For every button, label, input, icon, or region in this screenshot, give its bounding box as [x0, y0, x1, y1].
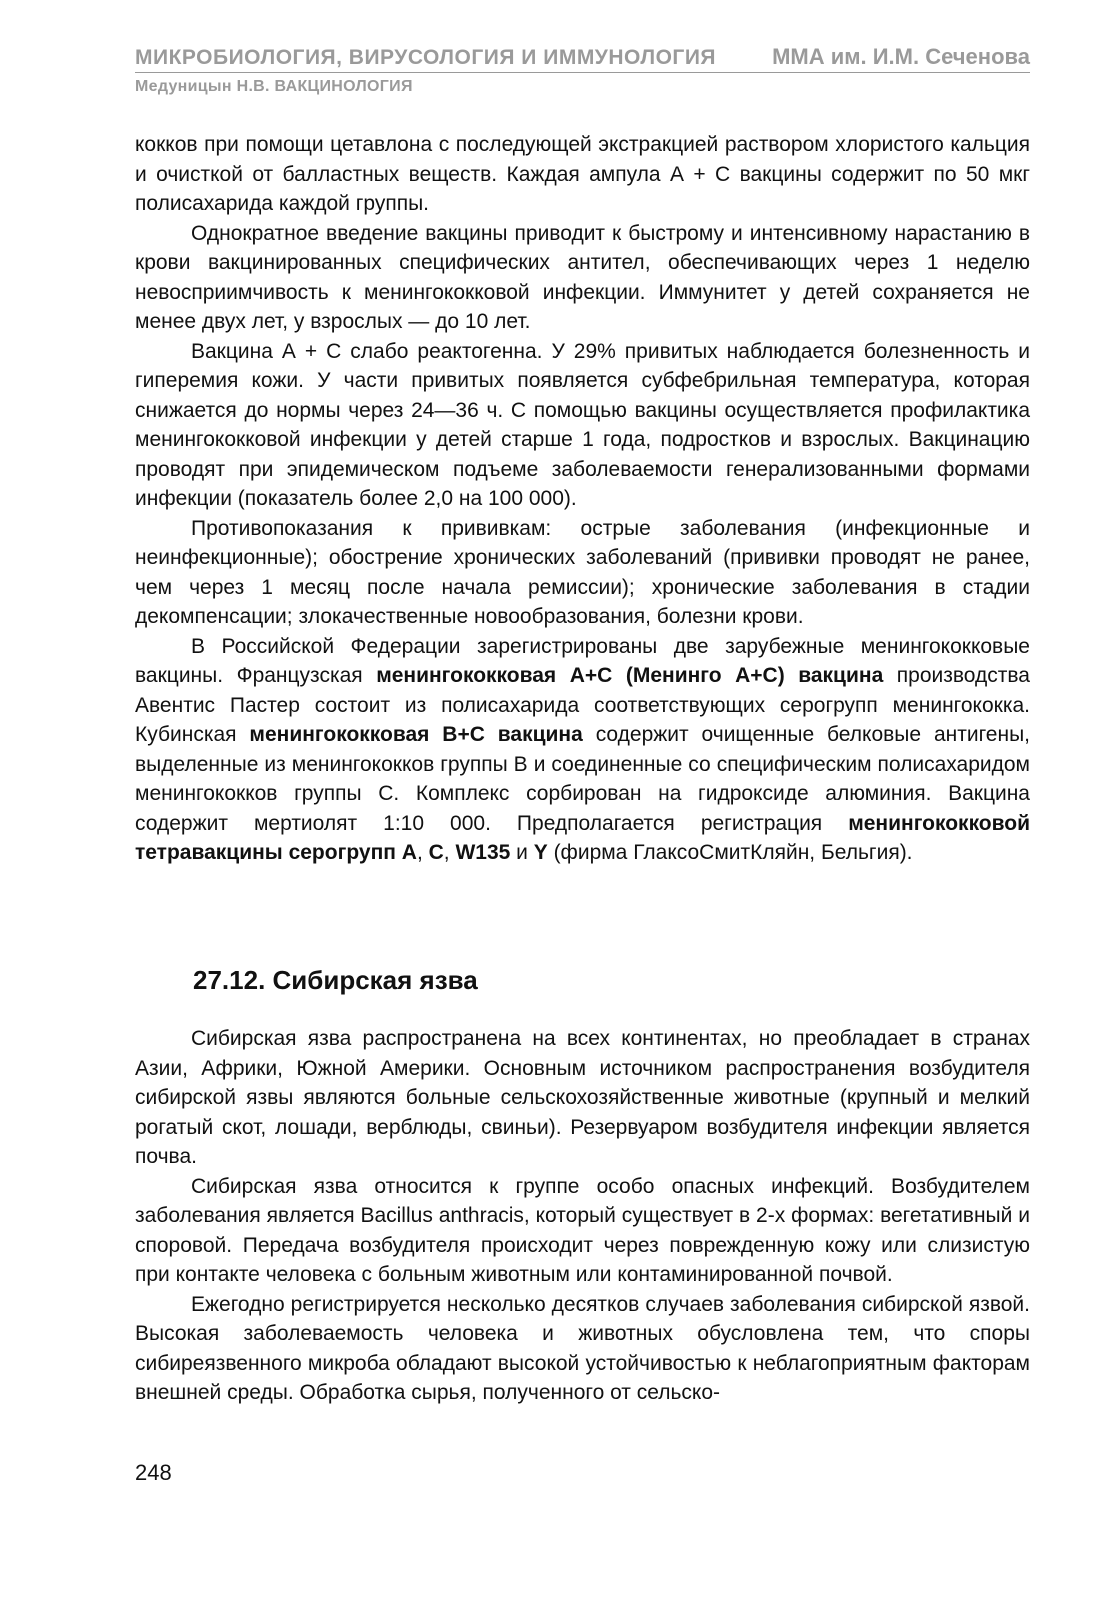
paragraph-vaccines	[135, 632, 1030, 868]
bold-term: менингококковой тетравакцины серогрупп А	[135, 811, 1030, 864]
main-text	[135, 130, 1030, 868]
text-run: производства Авентис Пастер состоит из полисахарида соответствующих серогрупп менингококка. Кубинская	[135, 664, 1030, 746]
bold-term: менингококковая А+С (Менинго А+С) вакцина	[376, 664, 884, 687]
paragraph: Вакцина А + С слабо реактогенна. У 29% привитых наблюдается болезненность и гиперемия кожи. У части привитых появляется субфебрильная температура, которая снижается до нормы через 24—36 ч. С помощью вакцины осуществляется профилактика менингококковой инфекции у детей старше 1 года, подростков и взрослых. Вакцинацию проводят при эпидемическом подъеме заболеваемости генерализованными формами инфекции (показатель более 2,0 на 100 000).	[135, 339, 1030, 510]
text-run: В Российской Федерации зарегистрированы две зарубежные менингококковые вакцины. Французская	[135, 634, 1030, 687]
paragraph: Ежегодно регистрируется несколько десятков случаев заболевания сибирской язвой. Высокая заболеваемость человека и животных обусловлена тем, что споры сибиреязвенного микроба обладают высокой устойчивостью к неблагоприятным факторам внешней среды. Обработка сырья, полученного от сельско-	[135, 1292, 1030, 1404]
bold-term: Y	[533, 841, 548, 864]
page-number: 248	[135, 1460, 172, 1485]
text-run: (фирма ГлаксоСмитКляйн, Бельгия).	[547, 841, 913, 864]
bold-term: менингококковая В+С вакцина	[249, 723, 583, 746]
text-run: содержит очищенные белковые антигены, выделенные из менингококков группы В и соединенные со специфическим полисахаридом менингококков группы С. Комплекс сорбирован на гидроксиде алюминия. Вакцина содержит мертиолят 1:10 000. Предполагается регистрация	[135, 723, 1030, 835]
header-row	[135, 44, 1030, 73]
institution-name: ММА им. И.М. Сеченова	[772, 44, 1030, 69]
paragraph: Сибирская язва относится к группе особо опасных инфекций. Возбудителем заболевания является Bacillus anthracis, который существует в 2-х формах: вегетативный и споровой. Передача возбудителя происходит через поврежденную кожу или слизистую при контакте человека с больным животным или контаминированной почвой.	[135, 1174, 1030, 1286]
paragraph: Противопоказания к прививкам: острые заболевания (инфекционные и неинфекционные); обострение хронических заболеваний (прививки проводят не ранее, чем через 1 месяц после начала ремиссии); хронические заболевания в стадии декомпенсации; злокачественные новообразования, болезни крови.	[135, 516, 1030, 628]
text-run: ,	[443, 841, 456, 864]
book-subtitle: Медуницын Н.В. ВАКЦИНОЛОГИЯ	[135, 78, 413, 95]
journal-title: МИКРОБИОЛОГИЯ, ВИРУСОЛОГИЯ И ИММУНОЛОГИЯ	[135, 46, 717, 69]
bold-term: С	[428, 841, 444, 864]
running-header	[135, 44, 1030, 96]
bold-term: W135	[455, 841, 511, 864]
paragraph: Сибирская язва распространена на всех континентах, но преобладает в странах Азии, Африки, Южной Америки. Основным источником распространения возбудителя сибирской язвы являются больные сельскохозяйственные животные (крупный и мелкий рогатый скот, лошади, верблюды, свиньи). Резервуаром возбудителя инфекции является почва.	[135, 1027, 1030, 1168]
paragraph: кокков при помощи цетавлона с последующей экстракцией раствором хлористого кальция и очисткой от балластных веществ. Каждая ампула А + С вакцины содержит по 50 мкг полисахарида каждой группы.	[135, 133, 1030, 215]
text-run: и	[510, 841, 534, 864]
text-run: ,	[416, 841, 429, 864]
section-heading: 27.12. Сибирская язва	[193, 965, 478, 995]
section-text	[135, 1024, 1030, 1408]
paragraph: Однократное введение вакцины приводит к быстрому и интенсивному нарастанию в крови вакцинированных специфических антител, обеспечивающих через 1 неделю невосприимчивость к менингококковой инфекции. Иммунитет у детей сохраняется не менее двух лет, у взрослых — до 10 лет.	[135, 221, 1030, 333]
